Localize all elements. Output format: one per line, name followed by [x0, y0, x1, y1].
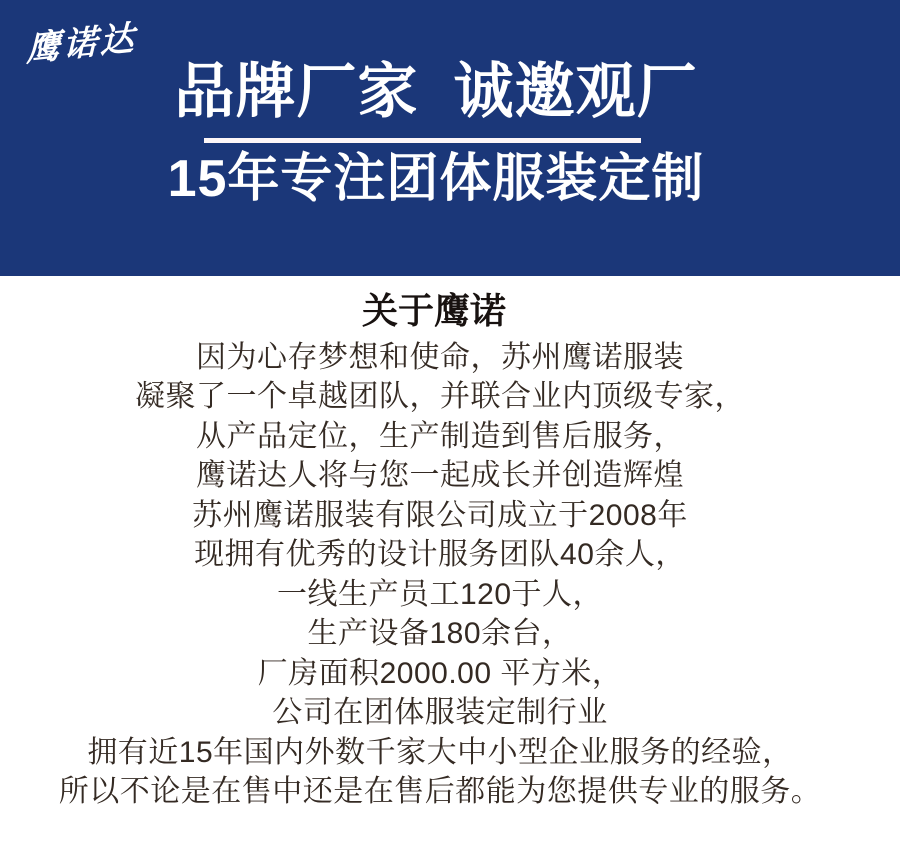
banner-title: 品牌厂家 诚邀观厂 [174, 58, 698, 125]
about-text-block [0, 338, 890, 812]
about-line-11: 拥有近15年国内外数千家大中小型企业服务的经验， [87, 735, 793, 769]
about-line-1: 因为心存梦想和使命，苏州鹰诺服装 [196, 340, 684, 374]
divider-line [204, 138, 641, 143]
about-line-6: 现拥有优秀的设计服务团队40余人， [194, 538, 686, 572]
brand-logo: 鹰诺达 [26, 19, 137, 69]
about-line-12: 所以不论是在售中还是在售后都能为您提供专业的服务。 [58, 775, 822, 809]
hero-banner [0, 0, 900, 276]
banner-subtitle: 15年专注团体服装定制 [167, 150, 705, 208]
about-line-7: 一线生产员工120于人， [276, 577, 604, 611]
about-line-4: 鹰诺达人将与您一起成长并创造辉煌 [196, 459, 684, 493]
about-line-9: 厂房面积2000.00 平方米， [257, 656, 623, 690]
banner-content [0, 0, 886, 207]
about-line-3: 从产品定位，生产制造到售后服务， [196, 419, 684, 453]
about-section [0, 276, 900, 812]
about-heading: 关于鹰诺 [361, 290, 506, 331]
about-line-10: 公司在团体服装定制行业 [272, 696, 608, 730]
about-line-2: 凝聚了一个卓越团队，并联合业内顶级专家， [135, 380, 745, 414]
about-line-8: 生产设备180余台， [307, 617, 573, 651]
about-line-5: 苏州鹰诺服装有限公司成立于2008年 [192, 498, 688, 532]
